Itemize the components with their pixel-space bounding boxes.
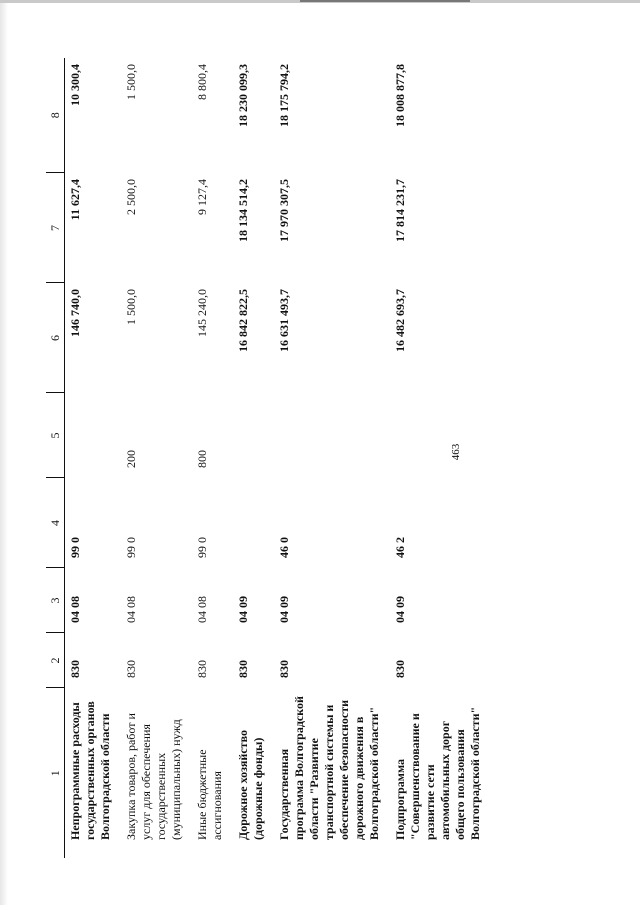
row-col-8: 1 500,0 bbox=[124, 64, 138, 100]
row-col-8: 10 300,4 bbox=[68, 64, 82, 106]
header-col-3: 3 bbox=[46, 568, 65, 633]
table-row bbox=[233, 58, 274, 858]
row-col-2: 830 bbox=[124, 660, 138, 678]
row-col-5 bbox=[65, 393, 122, 478]
row-name: Иные бюджетные ассигнования bbox=[195, 749, 224, 840]
row-name: Закупка товаров, работ и услуг для обеспечения государственных (муниципальных) нужд bbox=[124, 713, 183, 840]
row-col-5 bbox=[274, 393, 390, 478]
table-row bbox=[121, 58, 192, 858]
row-col-3: 04 09 bbox=[236, 596, 250, 623]
header-col-5: 5 bbox=[46, 393, 65, 478]
row-col-5 bbox=[390, 393, 491, 478]
row-col-7: 17 970 307,5 bbox=[277, 179, 291, 242]
row-col-3: 04 09 bbox=[393, 596, 407, 623]
table-row bbox=[65, 58, 122, 858]
table-row bbox=[390, 58, 491, 858]
row-col-5 bbox=[233, 393, 274, 478]
row-col-2: 830 bbox=[195, 660, 209, 678]
row-col-8: 18 230 099,3 bbox=[236, 64, 250, 127]
scan-edge bbox=[0, 0, 8, 905]
rotated-table-wrapper bbox=[46, 58, 594, 858]
header-col-4: 4 bbox=[46, 478, 65, 568]
row-col-2: 830 bbox=[277, 660, 291, 678]
header-col-8: 8 bbox=[46, 58, 65, 173]
row-col-5: 800 bbox=[195, 450, 209, 468]
row-col-6: 16 482 693,7 bbox=[393, 289, 407, 352]
row-col-8: 18 008 877,8 bbox=[393, 64, 407, 127]
row-col-6: 146 740,0 bbox=[68, 289, 82, 337]
table-row bbox=[192, 58, 233, 858]
row-col-5: 200 bbox=[124, 450, 138, 468]
table-body bbox=[65, 58, 492, 858]
header-col-6: 6 bbox=[46, 283, 65, 393]
row-col-8: 18 175 794,2 bbox=[277, 64, 291, 127]
row-col-4: 99 0 bbox=[195, 537, 209, 558]
table-row bbox=[274, 58, 390, 858]
row-col-6: 1 500,0 bbox=[124, 289, 138, 325]
row-col-7: 11 627,4 bbox=[68, 179, 82, 221]
row-name: Подпрограмма "Совершенствование и развитие сети автомобильных дорог общего пользования Волгоградской области" bbox=[393, 706, 482, 840]
row-name: Непрограммные расходы государственных органов Волгоградской области bbox=[68, 701, 112, 840]
row-name: Государственная программа Волгоградской области "Развитие транспортной системы и обеспечение безопасности дорожного движения в Волгоградской области" bbox=[277, 696, 381, 840]
row-col-2: 830 bbox=[393, 660, 407, 678]
row-col-6: 16 842 822,5 bbox=[236, 289, 250, 352]
row-col-6: 16 631 493,7 bbox=[277, 289, 291, 352]
scan-top-mark bbox=[300, 0, 470, 2]
row-col-2: 830 bbox=[236, 660, 250, 678]
row-col-7: 2 500,0 bbox=[124, 179, 138, 215]
row-col-4: 99 0 bbox=[68, 537, 82, 558]
row-col-6: 145 240,0 bbox=[195, 289, 209, 337]
row-col-4 bbox=[233, 478, 274, 568]
row-col-7: 18 134 514,2 bbox=[236, 179, 250, 242]
row-col-8: 8 800,4 bbox=[195, 64, 209, 100]
row-col-4: 46 2 bbox=[393, 537, 407, 558]
row-col-7: 17 814 231,7 bbox=[393, 179, 407, 242]
row-col-3: 04 08 bbox=[195, 596, 209, 623]
row-col-4: 99 0 bbox=[124, 537, 138, 558]
row-col-2: 830 bbox=[68, 660, 82, 678]
header-col-2: 2 bbox=[46, 633, 65, 688]
row-col-3: 04 09 bbox=[277, 596, 291, 623]
row-col-7: 9 127,4 bbox=[195, 179, 209, 215]
table-header bbox=[46, 58, 65, 858]
row-col-3: 04 08 bbox=[124, 596, 138, 623]
row-name: Дорожное хозяйство (дорожные фонды) bbox=[236, 730, 265, 840]
row-col-4: 46 0 bbox=[277, 537, 291, 558]
page-number: 463 bbox=[450, 443, 462, 461]
row-col-3: 04 08 bbox=[68, 596, 82, 623]
header-col-1: 1 bbox=[46, 688, 65, 858]
header-col-7: 7 bbox=[46, 173, 65, 283]
budget-table bbox=[46, 58, 491, 858]
